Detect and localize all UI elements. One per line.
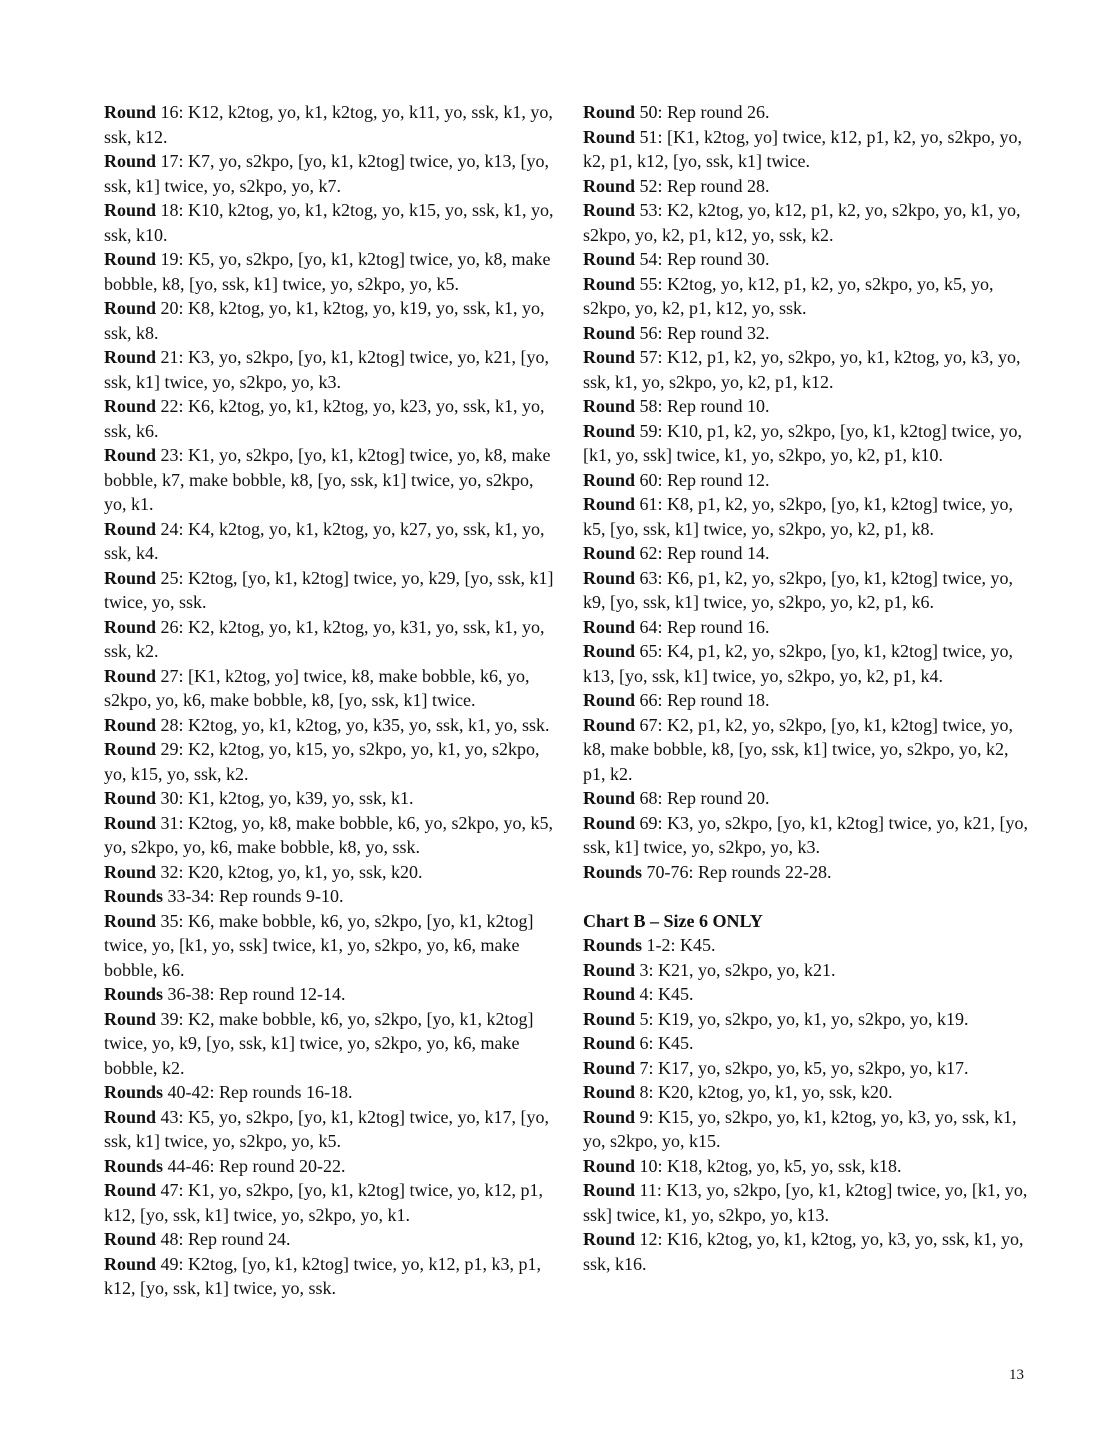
pattern-row [583,345,1033,394]
pattern-row [583,541,1033,566]
round-label: Round [583,1008,636,1029]
round-instructions: 32: K20, k2tog, yo, k1, yo, ssk, k20. [156,861,423,882]
round-label: Round [583,1082,636,1102]
round-label: Round [583,543,636,563]
pattern-row [583,1007,1033,1032]
round-label: Rounds [583,935,643,955]
round-instructions: 3: K21, yo, s2kpo, yo, k21. [635,959,836,980]
round-label: Round [583,690,636,710]
pattern-row [583,247,1033,272]
round-instructions: 9: K15, yo, s2kpo, yo, k1, k2tog, yo, k3, yo, ssk, k1, yo, s2kpo, yo, k15. [583,1106,1017,1151]
round-instructions: 70-76: Rep rounds 22-28. [642,861,832,882]
round-instructions: 56: Rep round 32. [635,322,770,343]
pattern-row [583,615,1033,640]
pattern-row [104,713,554,738]
round-instructions: 25: K2tog, [yo, k1, k2tog] twice, yo, k29, [yo, ssk, k1] twice, yo, ssk. [104,567,554,612]
pattern-row [583,100,1033,125]
round-label: Round [583,347,636,367]
pattern-row [104,566,554,615]
left-column [104,100,554,1301]
round-instructions: 51: [K1, k2tog, yo] twice, k12, p1, k2, yo, s2kpo, yo, k2, p1, k12, [yo, ssk, k1] twice. [583,126,1023,171]
pattern-row [104,982,554,1007]
round-instructions: 7: K17, yo, s2kpo, yo, k5, yo, s2kpo, yo, k17. [635,1057,969,1078]
pattern-row [583,860,1033,885]
pattern-row [583,786,1033,811]
pattern-row [104,860,554,885]
pattern-row [104,737,554,786]
round-instructions: 53: K2, k2tog, yo, k12, p1, k2, yo, s2kpo, yo, k1, yo, s2kpo, yo, k2, p1, k12, yo, ssk, k2. [583,200,1021,245]
round-instructions: 31: K2tog, yo, k8, make bobble, k6, yo, s2kpo, yo, k5, yo, s2kpo, yo, k6, make bobble, k8, yo, ssk. [104,812,554,857]
round-instructions: 52: Rep round 28. [635,175,770,196]
round-label: Round [104,249,157,269]
round-instructions: 44-46: Rep round 20-22. [163,1155,346,1176]
round-instructions: 49: K2tog, [yo, k1, k2tog] twice, yo, k12, p1, k3, p1, k12, [yo, ssk, k1] twice, yo, ssk. [104,1253,542,1298]
round-instructions: 58: Rep round 10. [635,396,770,416]
pattern-row [583,1178,1033,1227]
round-label: Round [583,641,636,661]
pattern-row [583,1227,1033,1276]
pattern-row [583,1056,1033,1081]
round-instructions: 6: K45. [635,1033,694,1053]
round-label: Round [583,788,636,808]
round-label: Round [104,200,157,220]
round-label: Round [104,910,157,931]
round-instructions: 28: K2tog, yo, k1, k2tog, yo, k35, yo, ssk, k1, yo, ssk. [156,714,550,735]
round-instructions: 61: K8, p1, k2, yo, s2kpo, [yo, k1, k2tog] twice, yo, k5, [yo, ssk, k1] twice, yo, s2kpo, yo, k2, p1, k8. [583,494,1014,539]
right-rounds [583,100,1033,884]
right-column [583,100,1033,1276]
round-label: Round [583,1033,636,1053]
round-label: Round [104,151,157,171]
round-instructions: 68: Rep round 20. [635,788,770,808]
round-label: Round [583,812,636,833]
round-instructions: 50: Rep round 26. [635,102,770,122]
pattern-row [583,1031,1033,1056]
round-label: Round [104,298,157,318]
pattern-row [104,1154,554,1179]
round-instructions: 55: K2tog, yo, k12, p1, k2, yo, s2kpo, yo, k5, yo, s2kpo, yo, k2, p1, k12, yo, ssk. [583,273,994,318]
round-label: Round [583,273,636,294]
round-instructions: 22: K6, k2tog, yo, k1, k2tog, yo, k23, yo, ssk, k1, yo, ssk, k6. [104,396,545,441]
round-label: Round [583,249,636,269]
round-instructions: 19: K5, yo, s2kpo, [yo, k1, k2tog] twice, yo, k8, make bobble, k8, [yo, ssk, k1] twice, yo, s2kpo, yo, k5. [104,249,551,294]
pattern-row [104,1252,554,1301]
round-instructions: 57: K12, p1, k2, yo, s2kpo, yo, k1, k2tog, yo, k3, yo, ssk, k1, yo, s2kpo, yo, k2, p1, k12. [583,347,1021,392]
round-label: Round [104,518,157,539]
round-label: Round [104,1229,157,1249]
round-instructions: 5: K19, yo, s2kpo, yo, k1, yo, s2kpo, yo, k19. [635,1008,969,1029]
round-label: Round [583,1180,636,1200]
round-label: Round [583,469,636,490]
pattern-row [583,811,1033,860]
round-label: Round [104,1106,157,1127]
round-label: Round [104,812,157,833]
pattern-row [583,713,1033,787]
round-instructions: 10: K18, k2tog, yo, k5, yo, ssk, k18. [635,1155,902,1176]
pattern-row [104,100,554,149]
pattern-row [104,345,554,394]
round-label: Round [583,126,636,147]
round-label: Rounds [583,861,643,882]
round-instructions: 20: K8, k2tog, yo, k1, k2tog, yo, k19, yo, ssk, k1, yo, ssk, k8. [104,298,545,343]
round-instructions: 21: K3, yo, s2kpo, [yo, k1, k2tog] twice, yo, k21, [yo, ssk, k1] twice, yo, s2kpo, yo, k3. [104,347,549,392]
round-label: Round [104,445,157,465]
pattern-row [583,1080,1033,1105]
round-label: Round [104,861,157,882]
pattern-row [583,1154,1033,1179]
round-instructions: 24: K4, k2tog, yo, k1, k2tog, yo, k27, yo, ssk, k1, yo, ssk, k4. [104,518,545,563]
round-label: Round [583,616,636,637]
round-label: Round [583,1057,636,1078]
pattern-row [104,1080,554,1105]
round-label: Round [583,1155,636,1176]
round-label: Round [583,1106,636,1127]
pattern-row [583,566,1033,615]
round-instructions: 29: K2, k2tog, yo, k15, yo, s2kpo, yo, k1, yo, s2kpo, yo, k15, yo, ssk, k2. [104,739,540,784]
round-instructions: 12: K16, k2tog, yo, k1, k2tog, yo, k3, yo, ssk, k1, yo, ssk, k16. [583,1229,1024,1274]
pattern-row [583,492,1033,541]
round-instructions: 67: K2, p1, k2, yo, s2kpo, [yo, k1, k2tog] twice, yo, k8, make bobble, k8, [yo, ssk, k1] twice, yo, s2kpo, yo, k2, p1, k2. [583,714,1014,784]
pattern-row [104,443,554,517]
round-label: Rounds [104,1082,164,1102]
pattern-row [583,198,1033,247]
pattern-row [104,811,554,860]
pattern-row [583,1105,1033,1154]
round-label: Round [104,567,157,588]
round-label: Round [104,1008,157,1029]
pattern-row [104,198,554,247]
round-label: Rounds [104,984,164,1004]
round-instructions: 65: K4, p1, k2, yo, s2kpo, [yo, k1, k2tog] twice, yo, k13, [yo, ssk, k1] twice, yo, s2kpo, yo, k2, p1, k4. [583,641,1014,686]
round-instructions: 33-34: Rep rounds 9-10. [163,886,344,906]
pattern-row [104,1007,554,1081]
round-instructions: 36-38: Rep round 12-14. [163,984,346,1004]
pattern-row [104,517,554,566]
pattern-row [583,639,1033,688]
round-instructions: 47: K1, yo, s2kpo, [yo, k1, k2tog] twice, yo, k12, p1, k12, [yo, ssk, k1] twice, yo, s2kpo, yo, k1. [104,1180,544,1225]
pattern-row [104,664,554,713]
round-label: Round [104,714,157,735]
pattern-row [583,933,1033,958]
pattern-row [583,958,1033,983]
round-instructions: 11: K13, yo, s2kpo, [yo, k1, k2tog] twice, yo, [k1, yo, ssk] twice, k1, yo, s2kpo, yo, k13. [583,1180,1028,1225]
round-label: Round [583,420,636,441]
pattern-row [104,615,554,664]
round-instructions: 35: K6, make bobble, k6, yo, s2kpo, [yo, k1, k2tog] twice, yo, [k1, yo, ssk] twice, k1, yo, s2kpo, yo, k6, make bobble, k6. [104,910,534,980]
round-instructions: 26: K2, k2tog, yo, k1, k2tog, yo, k31, yo, ssk, k1, yo, ssk, k2. [104,616,545,661]
round-instructions: 48: Rep round 24. [156,1229,291,1249]
chart-b-heading: Chart B – Size 6 ONLY [583,910,763,931]
round-label: Round [104,665,157,686]
round-label: Round [104,788,157,808]
pattern-row [583,272,1033,321]
round-instructions: 23: K1, yo, s2kpo, [yo, k1, k2tog] twice, yo, k8, make bobble, k7, make bobble, k8, [yo, ssk, k1] twice, yo, s2kpo, yo, k1. [104,445,551,514]
round-label: Round [583,714,636,735]
round-instructions: 16: K12, k2tog, yo, k1, k2tog, yo, k11, yo, ssk, k1, yo, ssk, k12. [104,102,553,147]
round-label: Round [583,322,636,343]
round-instructions: 66: Rep round 18. [635,690,770,710]
round-label: Round [583,959,636,980]
round-instructions: 40-42: Rep rounds 16-18. [163,1082,353,1102]
round-label: Round [583,175,636,196]
pattern-row [104,884,554,909]
round-instructions: 8: K20, k2tog, yo, k1, yo, ssk, k20. [635,1082,893,1102]
round-instructions: 54: Rep round 30. [635,249,770,269]
pattern-row [583,688,1033,713]
round-instructions: 60: Rep round 12. [635,469,770,490]
round-label: Round [583,200,636,220]
round-label: Round [104,616,157,637]
pattern-row [583,174,1033,199]
round-instructions: 1-2: K45. [642,935,716,955]
round-label: Round [104,347,157,367]
pattern-row [104,1105,554,1154]
round-instructions: 59: K10, p1, k2, yo, s2kpo, [yo, k1, k2tog] twice, yo, [k1, yo, ssk] twice, k1, yo, s2kpo, yo, k2, p1, k10. [583,420,1023,465]
pattern-row [104,786,554,811]
pattern-row [583,419,1033,468]
round-label: Round [583,396,636,416]
round-instructions: 63: K6, p1, k2, yo, s2kpo, [yo, k1, k2tog] twice, yo, k9, [yo, ssk, k1] twice, yo, s2kpo, yo, k2, p1, k6. [583,567,1014,612]
round-label: Round [104,1180,157,1200]
pattern-row [583,125,1033,174]
round-label: Rounds [104,1155,164,1176]
round-instructions: 64: Rep round 16. [635,616,770,637]
pattern-row [583,982,1033,1007]
round-label: Round [104,739,157,759]
pattern-row [104,1227,554,1252]
round-instructions: 69: K3, yo, s2kpo, [yo, k1, k2tog] twice, yo, k21, [yo, ssk, k1] twice, yo, s2kpo, yo, k3. [583,812,1028,857]
round-label: Round [583,984,636,1004]
round-instructions: 30: K1, k2tog, yo, k39, yo, ssk, k1. [156,788,414,808]
pattern-row [583,394,1033,419]
round-label: Round [583,102,636,122]
round-instructions: 27: [K1, k2tog, yo] twice, k8, make bobble, k6, yo, s2kpo, yo, k6, make bobble, k8, [yo, ssk, k1] twice. [104,665,530,710]
pattern-row [104,247,554,296]
round-label: Round [583,494,636,514]
round-label: Round [104,1253,157,1274]
round-instructions: 17: K7, yo, s2kpo, [yo, k1, k2tog] twice, yo, k13, [yo, ssk, k1] twice, yo, s2kpo, yo, k7. [104,151,549,196]
pattern-row [104,909,554,983]
chart-b-rounds [583,933,1033,1276]
round-instructions: 39: K2, make bobble, k6, yo, s2kpo, [yo, k1, k2tog] twice, yo, k9, [yo, ssk, k1] twice, yo, s2kpo, yo, k6, make bobble, k2. [104,1008,534,1078]
pattern-row [104,1178,554,1227]
round-instructions: 62: Rep round 14. [635,543,770,563]
round-label: Round [583,1229,636,1249]
pattern-row [583,321,1033,346]
round-instructions: 43: K5, yo, s2kpo, [yo, k1, k2tog] twice, yo, k17, [yo, ssk, k1] twice, yo, s2kpo, yo, k5. [104,1106,549,1151]
round-label: Rounds [104,886,164,906]
page-number: 13 [1009,1367,1024,1383]
round-instructions: 18: K10, k2tog, yo, k1, k2tog, yo, k15, yo, ssk, k1, yo, ssk, k10. [104,200,554,245]
pattern-row [104,296,554,345]
round-instructions: 4: K45. [635,984,694,1004]
pattern-row [583,468,1033,493]
round-label: Round [583,567,636,588]
pattern-row [104,394,554,443]
round-label: Round [104,102,157,122]
pattern-row [104,149,554,198]
round-label: Round [104,396,157,416]
